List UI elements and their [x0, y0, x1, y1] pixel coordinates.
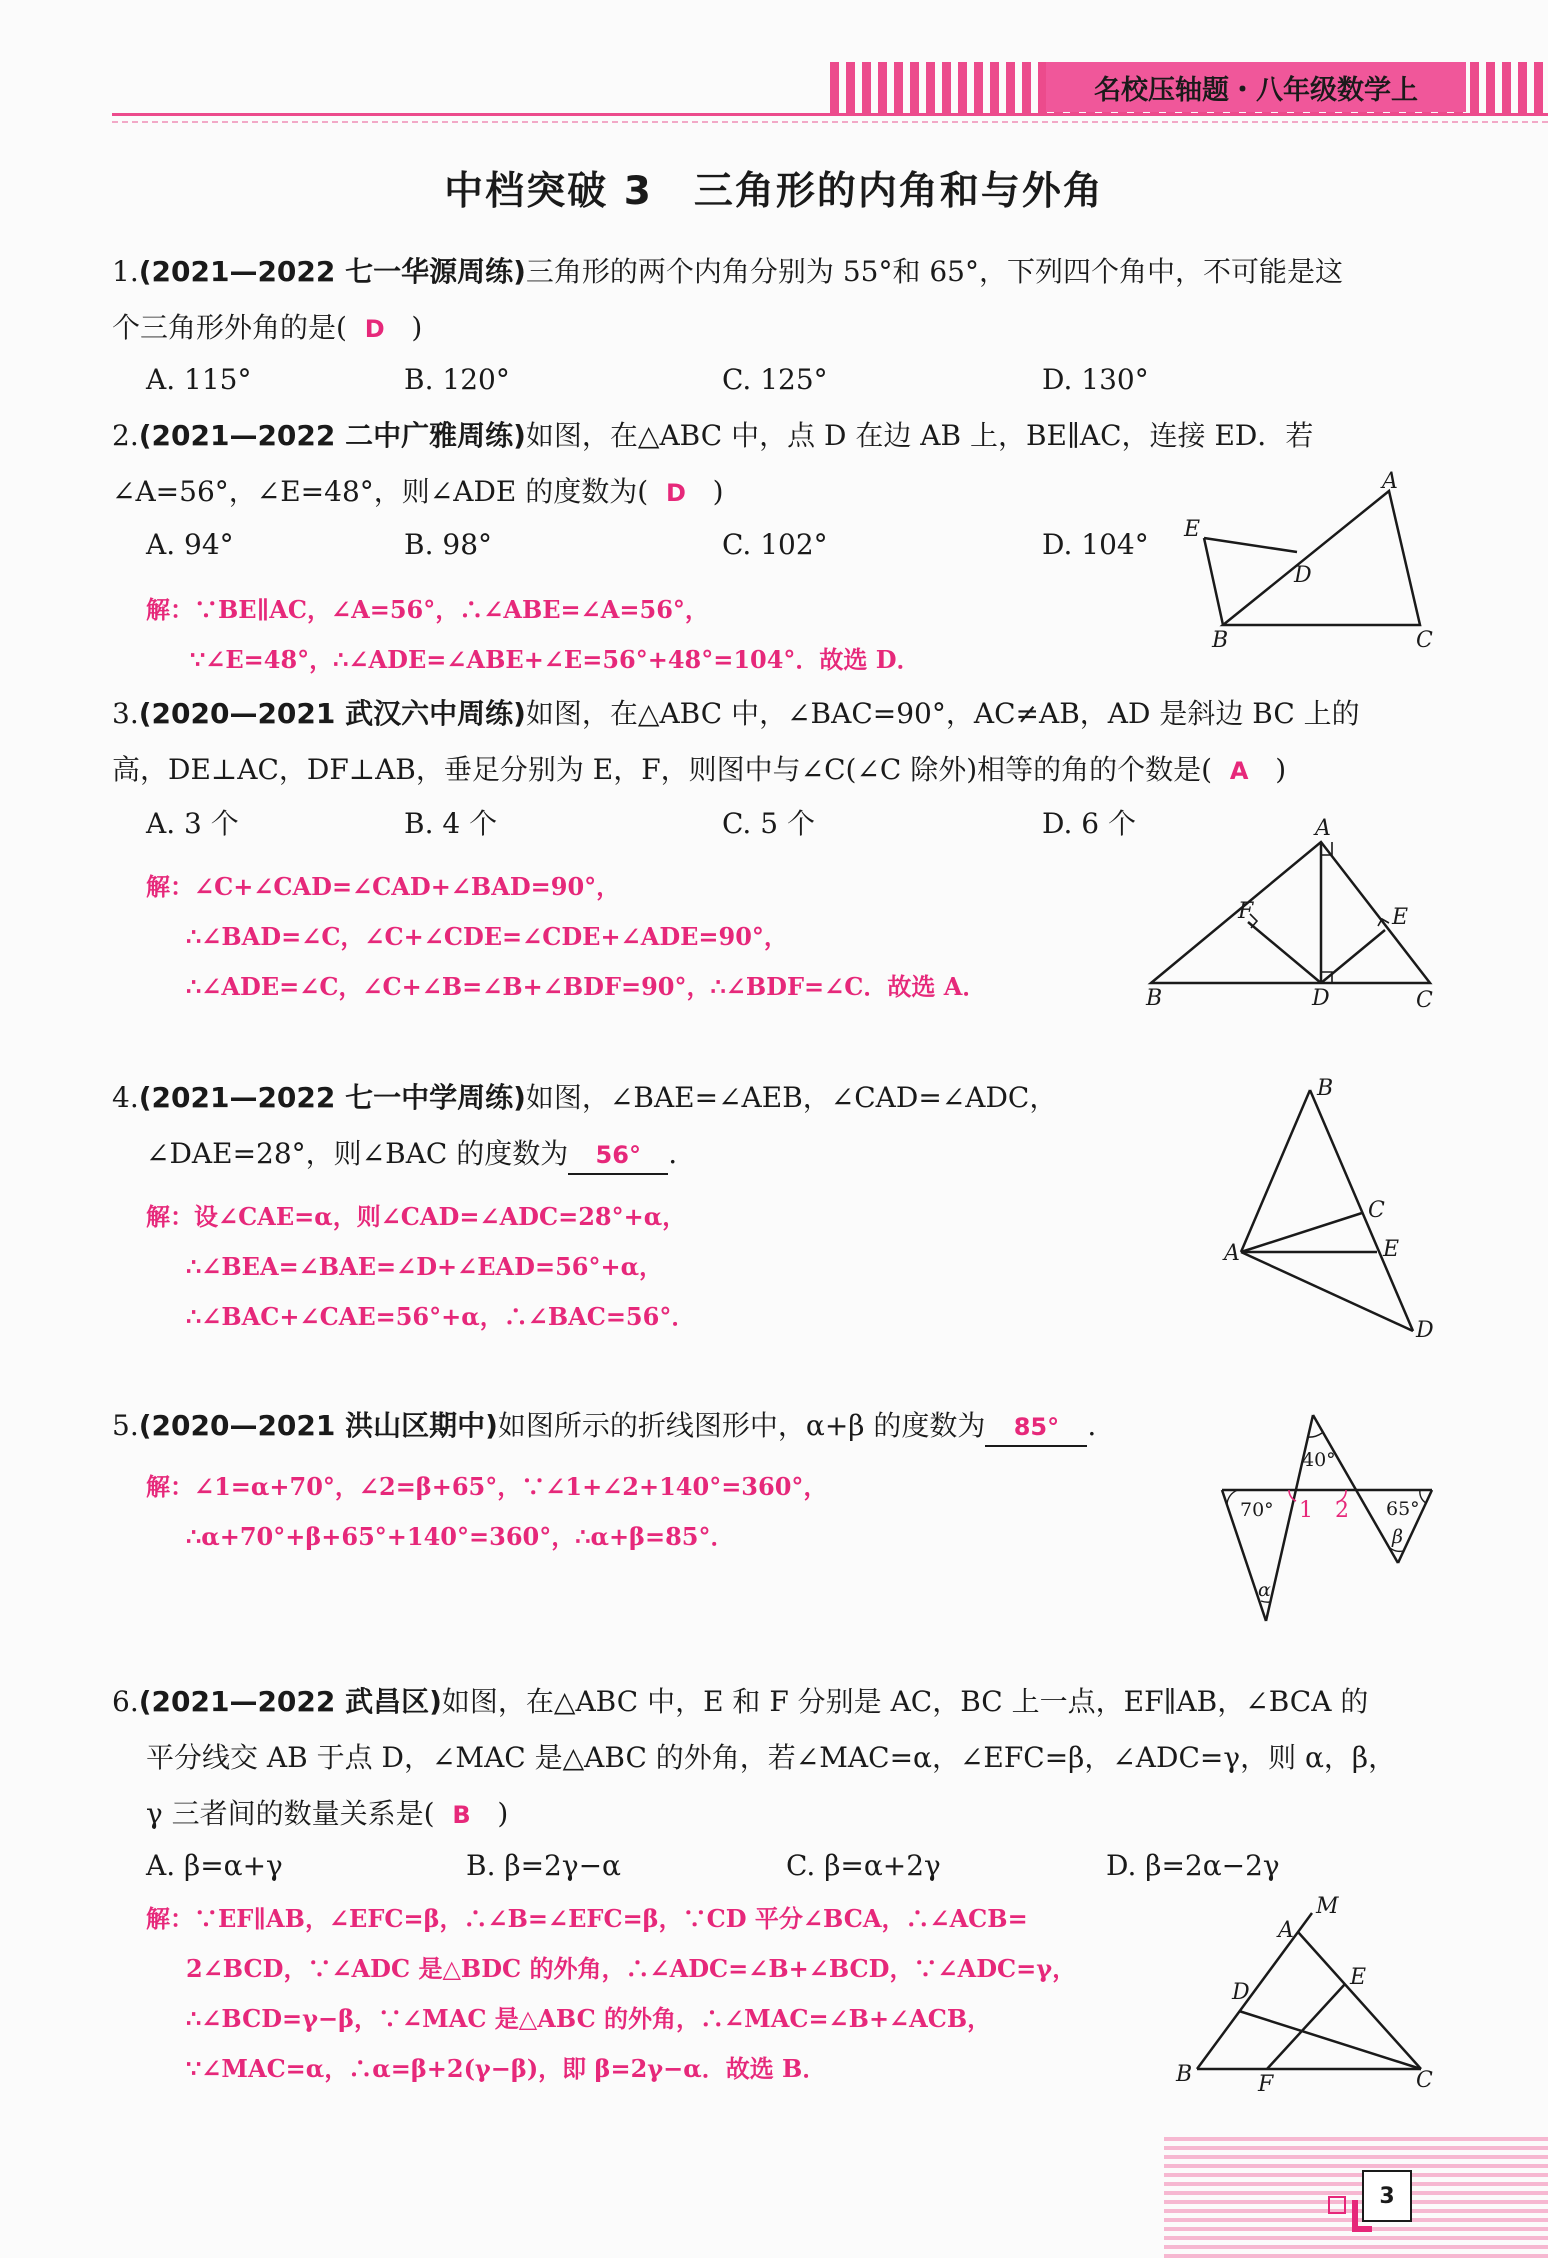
q2-text-line1: 如图，在△ABC 中，点 D 在边 AB 上，BE∥AC，连接 ED．若 [525, 419, 1314, 452]
q1-option-c: C. 125° [722, 363, 828, 396]
question-5 [112, 1398, 1212, 1454]
q5-solution-line2: ∴α+70°+β+65°+140°=360°，∴α+β=85°． [186, 1522, 735, 1551]
q6-label-f: F [1258, 2072, 1274, 2095]
q4-label-c: C [1368, 1198, 1385, 1223]
q6-text-line1: 如图，在△ABC 中，E 和 F 分别是 AC，BC 上一点，EF∥AB，∠BCA 的 [441, 1685, 1369, 1718]
q1-number: 1. [112, 255, 139, 288]
q1-option-b: B. 120° [404, 363, 510, 396]
q5-answer: 85° [1013, 1413, 1060, 1441]
q1-source: (2021—2022 七一华源周练) [138, 255, 526, 288]
q2-option-d: D. 104° [1042, 528, 1149, 561]
q3-number: 3. [112, 697, 139, 730]
q2-answer: D [665, 479, 686, 507]
header-rule [112, 113, 1548, 116]
q5-solution-line1: 解：∠1=α+70°，∠2=β+65°，∵∠1+∠2+140°=360°， [146, 1472, 828, 1501]
q6-source: (2021—2022 武昌区) [138, 1685, 442, 1718]
q6-label-c: C [1416, 2068, 1433, 2093]
q6-figure [1170, 1895, 1450, 2095]
footer-square-mark [1328, 2196, 1346, 2214]
q2-solution-line1: 解：∵BE∥AC，∠A=56°，∴∠ABE=∠A=56°， [146, 595, 709, 624]
q1-text-line2: 个三角形外角的是( [112, 311, 347, 344]
q6-solution-line1: 解：∵EF∥AB，∠EFC=β，∴∠B=∠EFC=β，∵CD 平分∠BCA，∴∠ACB= [146, 1904, 1028, 1933]
q5-label-2: 2 [1335, 1498, 1349, 1523]
q5-number: 5. [112, 1409, 139, 1442]
q1-option-a: A. 115° [146, 363, 252, 396]
q3-text-close: ) [1275, 753, 1287, 786]
q2-option-a: A. 94° [146, 528, 234, 561]
q5-label-alpha: α [1258, 1579, 1271, 1601]
question-4 [112, 1070, 1192, 1182]
q6-solution-line4: ∵∠MAC=α，∴α=β+2(γ−β)，即 β=2γ−α．故选 B． [186, 2054, 827, 2083]
q5-text-end: . [1087, 1409, 1097, 1442]
q6-answer: B [452, 1801, 471, 1829]
q3-answer: A [1229, 757, 1249, 785]
q4-answer: 56° [595, 1141, 641, 1169]
q6-option-c: C. β=α+2γ [786, 1849, 941, 1882]
q2-number: 2. [112, 419, 139, 452]
q2-source: (2021—2022 二中广雅周练) [138, 419, 526, 452]
q3-text-line1: 如图，在△ABC 中，∠BAC=90°，AC≠AB，AD 是斜边 BC 上的 [525, 697, 1360, 730]
footer-stripe-band [1164, 2135, 1548, 2258]
q5-label-70: 70° [1240, 1499, 1274, 1521]
q3-option-a: A. 3 个 [146, 807, 239, 840]
q5-label-65: 65° [1386, 1498, 1420, 1520]
q4-number: 4. [112, 1081, 139, 1114]
q2-text-line2: ∠A=56°，∠E=48°，则∠ADE 的度数为( [112, 475, 649, 508]
q5-solution [146, 1462, 827, 1562]
question-3 [112, 686, 1442, 799]
q6-text-line3: γ 三者间的数量关系是( [146, 1797, 435, 1830]
q2-solution [146, 585, 921, 685]
page-number: 3 [1362, 2170, 1412, 2222]
q4-solution-line1: 解：设∠CAE=α，则∠CAD=∠ADC=28°+α， [146, 1202, 687, 1231]
q6-solution-line3: ∴∠BCD=γ−β，∵∠MAC 是△ABC 的外角，∴∠MAC=∠B+∠ACB， [186, 2004, 992, 2033]
q3-label-a: A [1315, 816, 1331, 841]
page-title: 中档突破 3 三角形的内角和与外角 [444, 169, 1104, 214]
q4-solution-line2: ∴∠BEA=∠BAE=∠D+∠EAD=56°+α， [186, 1252, 664, 1281]
q5-label-1: 1 [1299, 1498, 1313, 1523]
q6-option-a: A. β=α+γ [146, 1849, 283, 1882]
q6-text-close: ) [497, 1797, 509, 1830]
q5-source: (2020—2021 洪山区期中) [138, 1409, 498, 1442]
q3-label-e: E [1392, 905, 1409, 930]
q6-text-line2: 平分线交 AB 于点 D，∠MAC 是△ABC 的外角，若∠MAC=α，∠EFC=β，∠ADC=γ，则 α，β， [146, 1741, 1397, 1774]
q2-label-b: B [1212, 628, 1229, 653]
q2-option-b: B. 98° [404, 528, 493, 561]
q3-text-line2: 高，DE⊥AC，DF⊥AB，垂足分别为 E，F，则图中与∠C(∠C 除外)相等的角的个数是( [112, 753, 1213, 786]
q4-answer-blank [568, 1136, 668, 1175]
q3-solution-line3: ∴∠ADE=∠C，∠C+∠B=∠B+∠BDF=90°，∴∠BDF=∠C．故选 A． [186, 972, 987, 1001]
q1-text-close: ) [411, 311, 423, 344]
q3-label-c: C [1416, 988, 1433, 1013]
q2-figure [1180, 470, 1450, 660]
q4-solution [146, 1192, 695, 1342]
q4-source: (2021—2022 七一中学周练) [138, 1081, 526, 1114]
q6-label-b: B [1176, 2062, 1193, 2087]
q5-label-beta: β [1392, 1526, 1403, 1548]
q3-solution-line1: 解：∠C+∠CAD=∠CAD+∠BAD=90°， [146, 872, 621, 901]
q4-solution-line3: ∴∠BAC+∠CAE=56°+α，∴∠BAC=56°． [186, 1302, 696, 1331]
header-dashed-rule [112, 121, 1548, 123]
q6-option-d: D. β=2α−2γ [1106, 1849, 1280, 1882]
q5-label-40: 40° [1302, 1449, 1336, 1471]
q4-text-line2: ∠DAE=28°，则∠BAC 的度数为 [146, 1137, 569, 1170]
q1-option-d: D. 130° [1042, 363, 1149, 396]
header-series-tab: 名校压轴题・八年级数学上 [1046, 62, 1466, 112]
q3-label-d: D [1312, 986, 1330, 1011]
q4-text-end: . [668, 1137, 678, 1170]
q2-label-c: C [1416, 628, 1433, 653]
q2-label-a: A [1382, 470, 1398, 494]
q3-label-b: B [1146, 986, 1163, 1011]
q2-text-close: ) [712, 475, 724, 508]
q6-number: 6. [112, 1685, 139, 1718]
q3-label-f: F [1238, 899, 1254, 924]
q5-figure [1210, 1405, 1450, 1630]
q2-option-c: C. 102° [722, 528, 828, 561]
q4-figure [1220, 1075, 1460, 1345]
q3-option-c: C. 5 个 [722, 807, 815, 840]
q4-label-e: E [1383, 1237, 1400, 1262]
q4-text-line1: 如图，∠BAE=∠AEB，∠CAD=∠ADC， [525, 1081, 1058, 1114]
q1-text-line1: 三角形的两个内角分别为 55°和 65°，下列四个角中，不可能是这 [525, 255, 1343, 288]
q3-source: (2020—2021 武汉六中周练) [138, 697, 526, 730]
q3-solution-line2: ∴∠BAD=∠C，∠C+∠CDE=∠CDE+∠ADE=90°， [186, 922, 788, 951]
question-1 [112, 244, 1432, 357]
question-6 [112, 1674, 1442, 1843]
q4-label-a: A [1224, 1241, 1240, 1266]
q2-label-d: D [1294, 563, 1312, 588]
q5-answer-blank [985, 1408, 1087, 1447]
q1-answer: D [364, 315, 385, 343]
q2-solution-line2: ∵∠E=48°，∴∠ADE=∠ABE+∠E=56°+48°=104°．故选 D． [190, 645, 921, 674]
q4-label-d: D [1416, 1318, 1434, 1343]
q3-figure [1140, 815, 1450, 1015]
q3-solution [146, 862, 986, 1012]
q6-label-e: E [1350, 1965, 1367, 1990]
q2-label-e: E [1184, 517, 1201, 542]
q6-label-a: A [1278, 1918, 1294, 1943]
q3-option-d: D. 6 个 [1042, 807, 1136, 840]
q6-solution-line2: 2∠BCD，∵∠ADC 是△BDC 的外角，∴∠ADC=∠B+∠BCD，∵∠ADC=γ， [186, 1954, 1077, 1983]
q6-option-b: B. β=2γ−α [466, 1849, 621, 1882]
q6-label-m: M [1316, 1895, 1339, 1919]
q4-label-b: B [1317, 1076, 1334, 1101]
q6-solution [146, 1894, 1156, 2094]
q6-label-d: D [1232, 1980, 1250, 2005]
q5-text-line1: 如图所示的折线图形中，α+β 的度数为 [497, 1409, 986, 1442]
q3-option-b: B. 4 个 [404, 807, 498, 840]
